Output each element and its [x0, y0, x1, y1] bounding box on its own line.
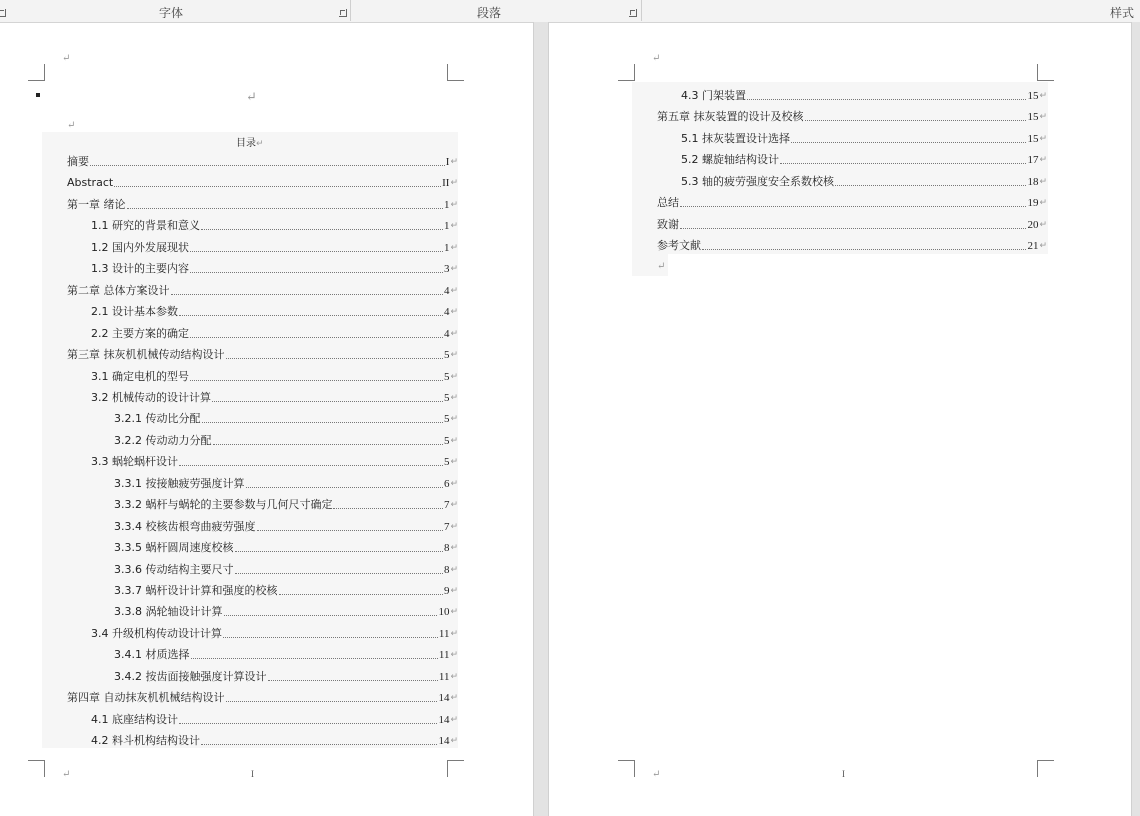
- toc-entry[interactable]: [91, 391, 458, 405]
- paragraph-mark: ↵: [1039, 133, 1047, 144]
- toc-entry[interactable]: [67, 691, 458, 705]
- toc-entry[interactable]: [657, 110, 1047, 124]
- toc-entry-page-number: 20: [1027, 218, 1039, 231]
- toc-entry-page-number: 11: [438, 627, 450, 640]
- toc-dot-leader: [127, 208, 443, 209]
- paragraph-mark: ↵: [450, 328, 458, 339]
- toc-entry-page-number: 11: [438, 649, 450, 662]
- margin-corner-mark: [1037, 64, 1054, 81]
- paragraph-mark: ↵: [450, 714, 458, 725]
- toc-entry-page-number: 18: [1027, 175, 1039, 188]
- toc-entry-page-number: 9: [443, 585, 450, 597]
- paragraph-mark: ↵: [450, 500, 458, 511]
- toc-entry-title: 3.2 机械传动的设计计算: [91, 390, 211, 404]
- paragraph-mark: ↵: [450, 350, 458, 361]
- paragraph-mark: ↵: [450, 392, 458, 403]
- paragraph-mark: ↵: [450, 693, 458, 704]
- toc-title: [236, 134, 264, 149]
- paragraph-mark: ↵: [1039, 219, 1047, 230]
- toc-entry-title: 3.1 确定电机的型号: [91, 369, 189, 383]
- paragraph-mark: ↵: [657, 261, 666, 272]
- toc-entry[interactable]: [114, 670, 458, 684]
- margin-corner-mark: [618, 760, 635, 777]
- toc-entry[interactable]: [91, 305, 458, 319]
- toc-entry[interactable]: [67, 155, 458, 169]
- toc-entry-title: 总结: [657, 196, 679, 210]
- toc-dot-leader: [791, 142, 1026, 143]
- paragraph-mark: ↵: [450, 285, 458, 296]
- toc-entry-page-number: 5: [443, 434, 450, 447]
- toc-dot-leader: [190, 337, 443, 338]
- toc-dot-leader: [179, 723, 437, 724]
- dialog-launcher-icon[interactable]: [0, 9, 6, 17]
- toc-entry-title: 3.3.7 蜗杆设计计算和强度的校核: [114, 584, 278, 597]
- toc-entry-title: 第四章 自动抹灰机机械结构设计: [67, 691, 225, 705]
- toc-dot-leader: [223, 637, 438, 638]
- toc-entry[interactable]: [114, 584, 458, 598]
- margin-corner-mark: [28, 760, 45, 777]
- toc-entry[interactable]: [91, 713, 458, 727]
- paragraph-mark: ↵: [1039, 155, 1047, 166]
- toc-entry[interactable]: [657, 196, 1047, 210]
- toc-entry-page-number: 4: [443, 327, 450, 340]
- toc-entry[interactable]: [91, 219, 458, 233]
- toc-entry-page-number: 5: [443, 349, 450, 362]
- toc-entry-title: 3.3 蜗轮蜗杆设计: [91, 455, 178, 469]
- toc-entry-title: 5.2 螺旋轴结构设计: [681, 153, 779, 167]
- toc-entry-title: 3.4.1 材质选择: [114, 648, 190, 662]
- ribbon-separator: [641, 0, 642, 21]
- paragraph-mark: ↵: [450, 671, 458, 682]
- toc-entry-title: 3.3.2 蜗杆与蜗轮的主要参数与几何尺寸确定: [114, 498, 333, 512]
- toc-entry-page-number: 7: [443, 499, 450, 512]
- toc-entry[interactable]: [67, 176, 458, 190]
- toc-entry-title: 3.3.5 蜗杆圆周速度校核: [114, 541, 234, 555]
- toc-dot-leader: [179, 315, 443, 316]
- paragraph-dialog-launcher-icon[interactable]: [629, 9, 637, 17]
- toc-entry-title: 致谢: [657, 217, 679, 231]
- toc-entry-title: 3.3.8 涡轮轴设计计算: [114, 605, 223, 619]
- toc-dot-leader: [333, 508, 442, 509]
- toc-entry-page-number: 14: [438, 692, 450, 705]
- toc-entry-title: 4.2 料斗机构结构设计: [91, 734, 200, 748]
- toc-entry[interactable]: [681, 132, 1047, 146]
- paragraph-mark: ↵: [450, 607, 458, 618]
- toc-entry[interactable]: [681, 89, 1047, 103]
- toc-entry[interactable]: [91, 262, 458, 276]
- toc-entry-page-number: 1: [443, 220, 450, 233]
- toc-entry[interactable]: [114, 563, 458, 577]
- toc-dot-leader: [235, 573, 443, 574]
- paragraph-mark: ↵: [450, 264, 458, 275]
- paragraph-mark: ↵: [62, 53, 71, 64]
- toc-dot-leader: [235, 551, 443, 552]
- margin-corner-mark: [28, 64, 45, 81]
- paragraph-mark: ↵: [450, 178, 458, 189]
- toc-entry-page-number: II: [442, 177, 450, 190]
- toc-entry-page-number: 5: [443, 370, 450, 383]
- toc-entry[interactable]: [657, 218, 1047, 232]
- paragraph-mark: ↵: [450, 199, 458, 210]
- toc-entry-title: 1.1 研究的背景和意义: [91, 219, 200, 233]
- toc-entry-page-number: 5: [443, 456, 450, 469]
- toc-dot-leader: [246, 487, 443, 488]
- page-number: I: [251, 769, 254, 779]
- paragraph-mark: ↵: [246, 89, 257, 104]
- paragraph-mark: ↵: [450, 157, 458, 167]
- toc-entry-page-number: 6: [443, 477, 450, 490]
- toc-dot-leader: [191, 658, 438, 659]
- toc-dot-leader: [224, 615, 438, 616]
- toc-dot-leader: [190, 272, 443, 273]
- toc-entry-title: 3.4 升级机构传动设计计算: [91, 626, 222, 640]
- toc-entry-page-number: 4: [443, 284, 450, 297]
- toc-entry-page-number: 14: [438, 735, 450, 748]
- toc-dot-leader: [190, 380, 443, 381]
- paragraph-mark: ↵: [450, 371, 458, 382]
- toc-entry-title: 3.3.4 校核齿根弯曲疲劳强度: [114, 519, 256, 533]
- toc-entry-title: 1.3 设计的主要内容: [91, 262, 189, 276]
- toc-dot-leader: [805, 120, 1027, 121]
- toc-dot-leader: [201, 229, 443, 230]
- toc-entry-title: 第一章 绪论: [67, 197, 126, 211]
- toc-entry-title: 参考文献: [657, 239, 701, 253]
- toc-entry-title: 1.2 国内外发展现状: [91, 240, 189, 254]
- toc-entry-page-number: 11: [438, 670, 450, 683]
- paragraph-mark: ↵: [652, 53, 661, 64]
- margin-corner-mark: [618, 64, 635, 81]
- toc-entry-page-number: 15: [1027, 132, 1039, 145]
- paragraph-mark: ↵: [450, 564, 458, 575]
- paragraph-mark: ↵: [1039, 112, 1047, 123]
- toc-dot-leader: [190, 251, 443, 252]
- toc-entry-title: 第三章 抹灰机机械传动结构设计: [67, 348, 225, 362]
- toc-entry-title: 5.1 抹灰装置设计选择: [681, 131, 790, 145]
- paragraph-mark: ↵: [450, 242, 458, 253]
- paragraph-mark: ↵: [67, 120, 76, 131]
- ribbon-group-styles: 样式: [1110, 6, 1135, 20]
- toc-entry[interactable]: [67, 348, 458, 362]
- toc-entry-page-number: 17: [1027, 154, 1039, 167]
- toc-dot-leader: [835, 185, 1026, 186]
- toc-entry[interactable]: [91, 241, 458, 255]
- paragraph-mark: ↵: [450, 221, 458, 232]
- toc-entry-page-number: 3: [443, 263, 450, 276]
- paragraph-mark: ↵: [450, 736, 458, 747]
- toc-entry-page-number: 1: [443, 198, 450, 211]
- toc-dot-leader: [680, 206, 1026, 207]
- toc-entry[interactable]: [91, 734, 458, 748]
- toc-entry-page-number: 5: [443, 391, 450, 404]
- paragraph-mark: ↵: [1039, 91, 1047, 101]
- toc-entry-page-number: 21: [1027, 240, 1039, 253]
- toc-dot-leader: [202, 422, 443, 423]
- margin-corner-mark: [1037, 760, 1054, 777]
- toc-entry-title: 3.3.6 传动结构主要尺寸: [114, 562, 234, 576]
- toc-entry-title: 3.2.1 传动比分配: [114, 412, 201, 426]
- toc-dot-leader: [702, 249, 1026, 250]
- font-dialog-launcher-icon[interactable]: [339, 9, 347, 17]
- paragraph-mark: ↵: [450, 650, 458, 661]
- toc-entry-title: 3.3.1 按接触疲劳强度计算: [114, 476, 245, 490]
- page-gap: [533, 22, 549, 816]
- paragraph-mark: ↵: [450, 586, 458, 596]
- toc-entry[interactable]: [681, 175, 1047, 189]
- toc-dot-leader: [268, 680, 438, 681]
- toc-dot-leader: [680, 228, 1026, 229]
- toc-entry-page-number: 8: [443, 563, 450, 576]
- paragraph-mark: ↵: [450, 521, 458, 532]
- toc-entry[interactable]: [114, 412, 458, 426]
- toc-dot-leader: [179, 465, 443, 466]
- paragraph-mark: ↵: [450, 414, 458, 425]
- toc-dot-leader: [90, 165, 445, 166]
- paragraph-mark: ↵: [450, 543, 458, 554]
- paragraph-mark: ↵: [450, 307, 458, 318]
- margin-corner-mark: [447, 760, 464, 777]
- toc-entry-page-number: 7: [443, 520, 450, 533]
- toc-entry[interactable]: [114, 520, 458, 534]
- toc-title-text: 目录: [236, 138, 256, 149]
- toc-entry-page-number: 4: [443, 306, 450, 319]
- toc-entry[interactable]: [114, 605, 458, 619]
- toc-dot-leader: [114, 186, 441, 187]
- document-edge: [1131, 22, 1140, 816]
- toc-entry[interactable]: [657, 239, 1047, 253]
- toc-entry[interactable]: [114, 434, 458, 448]
- ribbon-group-bar: [0, 0, 1140, 23]
- paragraph-mark: ↵: [256, 139, 264, 149]
- toc-entry[interactable]: [91, 627, 458, 641]
- toc-dot-leader: [226, 701, 438, 702]
- paragraph-mark: ↵: [450, 628, 458, 639]
- toc-entry-title: 2.2 主要方案的确定: [91, 326, 189, 340]
- toc-entry-page-number: 19: [1027, 197, 1039, 210]
- paragraph-mark: ↵: [450, 435, 458, 446]
- toc-entry-title: 5.3 轴的疲劳强度安全系数校核: [681, 174, 834, 188]
- page-number: I: [842, 769, 845, 779]
- toc-dot-leader: [780, 163, 1026, 164]
- paragraph-mark: ↵: [1039, 198, 1047, 209]
- toc-dot-leader: [171, 294, 443, 295]
- toc-entry-title: 第五章 抹灰装置的设计及校核: [657, 110, 804, 124]
- margin-corner-mark: [447, 64, 464, 81]
- toc-entry-title: 第二章 总体方案设计: [67, 283, 170, 297]
- paragraph-mark: ↵: [1039, 241, 1047, 252]
- toc-entry-title: 3.2.2 传动动力分配: [114, 433, 212, 447]
- paragraph-mark: ↵: [62, 769, 71, 780]
- paragraph-mark: ↵: [1039, 176, 1047, 187]
- toc-entry-title: Abstract: [67, 176, 114, 190]
- toc-entry-title: 4.1 底座结构设计: [91, 712, 178, 726]
- toc-entry-page-number: 10: [438, 606, 450, 619]
- toc-entry[interactable]: [114, 541, 458, 555]
- toc-entry[interactable]: [91, 327, 458, 341]
- toc-entry[interactable]: [67, 284, 458, 298]
- toc-entry[interactable]: [91, 455, 458, 469]
- toc-entry-page-number: 15: [1027, 111, 1039, 124]
- toc-entry[interactable]: [114, 648, 458, 662]
- toc-entry-page-number: 14: [438, 713, 450, 726]
- paragraph-mark: ↵: [450, 478, 458, 489]
- toc-dot-leader: [257, 530, 443, 531]
- toc-dot-leader: [213, 444, 443, 445]
- ribbon-group-paragraph: 段落: [477, 6, 502, 20]
- ribbon-separator: [350, 0, 351, 21]
- toc-entry-page-number: 1: [443, 241, 450, 254]
- toc-entry-page-number: 8: [443, 542, 450, 555]
- toc-entry-page-number: 5: [443, 413, 450, 426]
- paragraph-mark: ↵: [652, 769, 661, 780]
- toc-entry[interactable]: [67, 198, 458, 212]
- toc-dot-leader: [226, 358, 443, 359]
- toc-entry-title: 摘要: [67, 155, 89, 168]
- toc-dot-leader: [747, 99, 1026, 100]
- toc-entry[interactable]: [91, 370, 458, 384]
- toc-entry[interactable]: [681, 153, 1047, 167]
- toc-dot-leader: [279, 594, 443, 595]
- toc-entry-title: 2.1 设计基本参数: [91, 305, 178, 319]
- toc-dot-leader: [212, 401, 443, 402]
- bullet-mark: [36, 93, 40, 97]
- paragraph-mark: ↵: [450, 457, 458, 468]
- toc-entry-page-number: 15: [1027, 90, 1039, 102]
- toc-entry-page-number: I: [445, 156, 450, 168]
- ribbon-group-font: 字体: [159, 6, 184, 20]
- toc-entry-title: 4.3 门架装置: [681, 89, 746, 102]
- toc-dot-leader: [201, 744, 437, 745]
- toc-entry-title: 3.4.2 按齿面接触强度计算设计: [114, 669, 267, 683]
- toc-entry[interactable]: [114, 498, 458, 512]
- toc-entry[interactable]: [114, 477, 458, 491]
